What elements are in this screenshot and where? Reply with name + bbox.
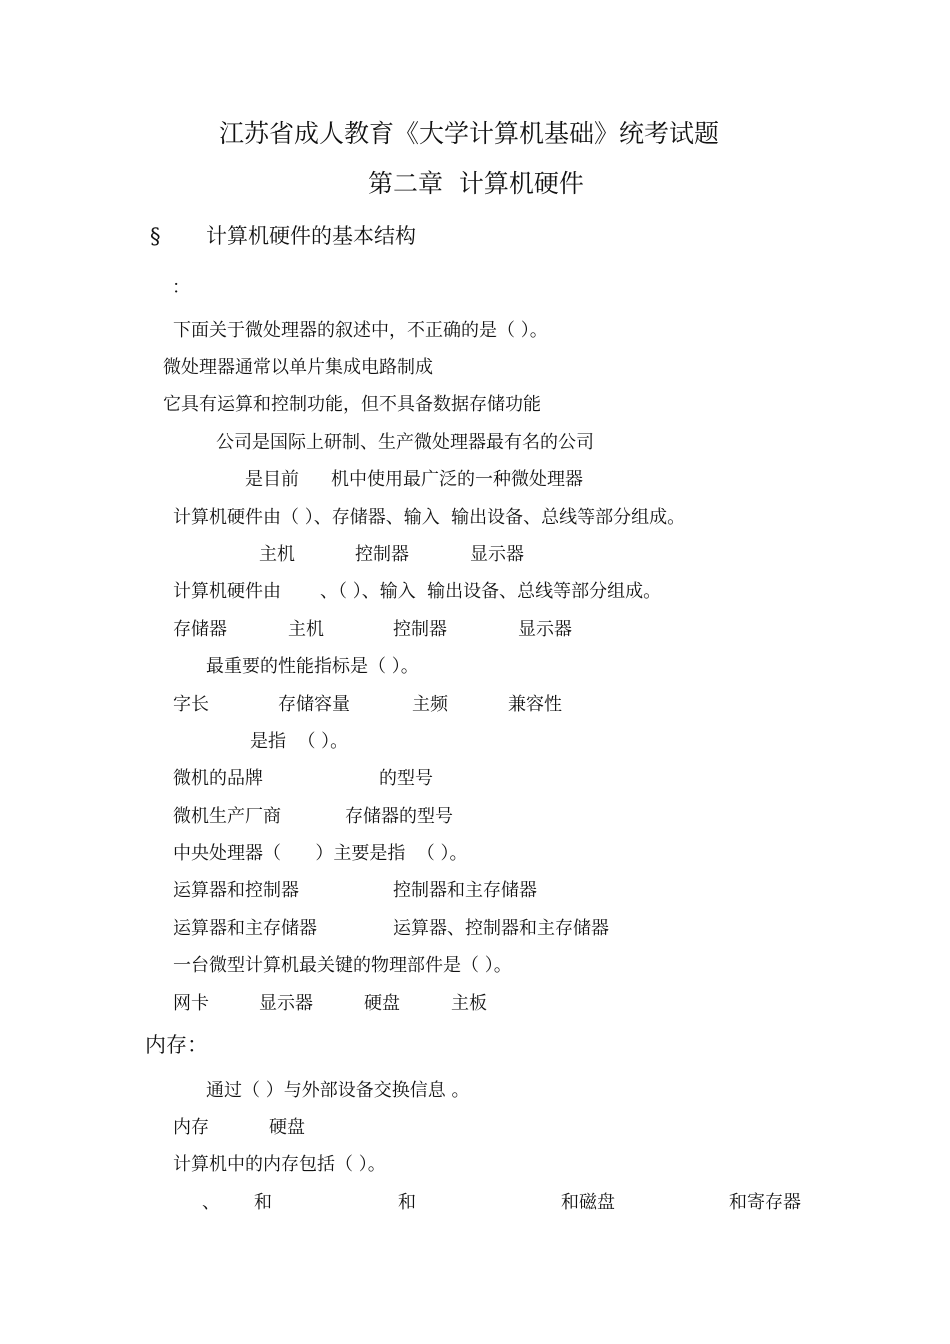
q2-option-b: 主机 <box>259 544 295 565</box>
q3-option-c: 控制器 <box>393 619 447 640</box>
q4-option-d: 兼容性 <box>508 694 562 715</box>
q7-option-c: 硬盘 <box>364 993 400 1014</box>
q5-option-a: 微机的品牌 <box>173 768 263 789</box>
chapter-title: 第二章 计算机硬件 <box>368 169 584 198</box>
memory-heading: 内存： <box>145 1033 208 1057</box>
q9-option-c: 和磁盘 <box>561 1192 615 1213</box>
q6-option-d: 运算器、控制器和主存储器 <box>393 918 609 939</box>
q6-option-b: 控制器和主存储器 <box>393 880 537 901</box>
q9-option-d: 和寄存器 <box>729 1192 801 1213</box>
q1-stem: 下面关于微处理器的叙述中，不正确的是（ ）。 <box>173 320 548 341</box>
q1-option-3: 公司是国际上研制、生产微处理器最有名的公司 <box>216 432 594 453</box>
q9-option-a2: 和 <box>254 1192 272 1213</box>
q5-stem: 是指 （ ）。 <box>250 731 349 752</box>
q2-stem: 计算机硬件由（ ）、存储器、输入 输出设备、总线等部分组成。 <box>173 507 686 528</box>
q6-stem: 中央处理器（ ）主要是指 （ ）。 <box>173 843 468 864</box>
q4-option-b: 存储容量 <box>278 694 350 715</box>
q1-option-2: 它具有运算和控制功能，但不具备数据存储功能 <box>163 394 541 415</box>
q1-option-4a: 是目前 <box>245 469 299 490</box>
q6-option-c: 运算器和主存储器 <box>173 918 317 939</box>
section-title: 计算机硬件的基本结构 <box>206 224 416 248</box>
q2-option-c: 控制器 <box>355 544 409 565</box>
q2-option-d: 显示器 <box>470 544 524 565</box>
colon-line: ： <box>172 277 190 298</box>
q8-option-a: 内存 <box>173 1117 209 1138</box>
q3-option-d: 显示器 <box>518 619 572 640</box>
q9-option-a: 、 <box>202 1192 220 1213</box>
q4-stem: 最重要的性能指标是（ ）。 <box>206 656 419 677</box>
q5-option-c: 微机生产厂商 <box>173 806 281 827</box>
q1-option-4b: 机中使用最广泛的一种微处理器 <box>331 469 583 490</box>
q3-stem-b: 、（ ）、输入 输出设备、总线等部分组成。 <box>320 581 662 602</box>
q4-option-c: 主频 <box>412 694 448 715</box>
q1-option-1: 微处理器通常以单片集成电路制成 <box>163 357 433 378</box>
q7-option-b: 显示器 <box>259 993 313 1014</box>
q8-option-b: 硬盘 <box>269 1117 305 1138</box>
q3-option-b: 主机 <box>288 619 324 640</box>
q4-option-a: 字长 <box>173 694 209 715</box>
document-title: 江苏省成人教育《大学计算机基础》统考试题 <box>219 119 720 148</box>
q7-option-d: 主板 <box>451 993 487 1014</box>
q7-option-a: 网卡 <box>173 993 209 1014</box>
q9-option-b: 和 <box>398 1192 416 1213</box>
q8-stem: 通过（ ）与外部设备交换信息 。 <box>206 1080 470 1101</box>
q3-stem-a: 计算机硬件由 <box>173 581 281 602</box>
q5-option-b: 的型号 <box>379 768 433 789</box>
section-mark: § <box>150 224 161 248</box>
q5-option-d: 存储器的型号 <box>345 806 453 827</box>
q6-option-a: 运算器和控制器 <box>173 880 299 901</box>
q7-stem: 一台微型计算机最关键的物理部件是（ ）。 <box>173 955 512 976</box>
q9-stem: 计算机中的内存包括（ ）。 <box>173 1154 386 1175</box>
q3-option-a: 存储器 <box>173 619 227 640</box>
